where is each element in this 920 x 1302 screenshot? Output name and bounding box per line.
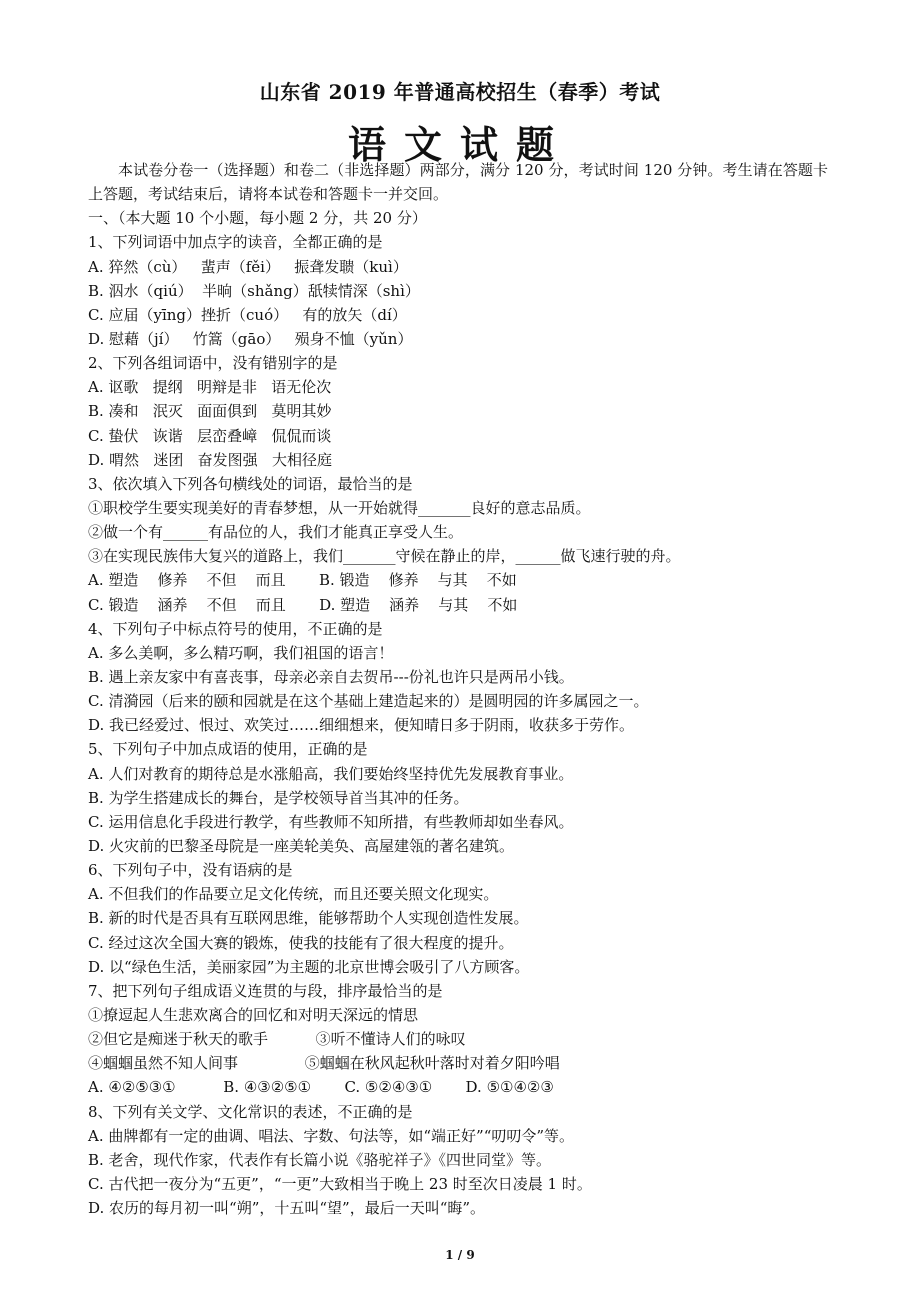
text-line: A. 曲牌都有一定的曲调、唱法、字数、句法等，如“端正好”“叨叨令”等。 [88, 1126, 575, 1145]
text-line: 4、下列句子中标点符号的使用，不正确的是 [88, 619, 383, 638]
text-line: ①撩逗起人生悲欢离合的回忆和对明天深远的情思 [88, 1005, 419, 1024]
text-line: ②做一个有______有品位的人，我们才能真正享受人生。 [88, 523, 464, 542]
exam-instructions: 本试卷分卷一（选择题）和卷二（非选择题）两部分，满分 120 分，考试时间 120 分钟。考生请在答题卡上答题，考试结束后，请将本试卷和答题卡一并交回。 [88, 161, 828, 204]
text-line: A. 猝然（cù） 蜚声（fěi） 振聋发聩（kuì） [88, 257, 408, 276]
text-line: D. 火灾前的巴黎圣母院是一座美轮美奂、高屋建瓴的著名建筑。 [88, 836, 515, 855]
text-line: D. 喟然 迷团 奋发图强 大相径庭 [88, 450, 332, 469]
text-line: A. ④②⑤③① B. ④③②⑤① C. ⑤②④③① D. ⑤①④②③ [88, 1078, 554, 1097]
exam-title: 山东省 2019 年普通高校招生（春季）考试 [259, 80, 661, 104]
text-line: 8、下列有关文学、文化常识的表述，不正确的是 [88, 1102, 413, 1121]
text-line: ③在实现民族伟大复兴的道路上，我们_______守候在静止的岸，______做飞速行驶的舟。 [88, 547, 681, 566]
text-line: C. 锻造 涵养 不但 而且 D. 塑造 涵养 与其 不如 [88, 595, 518, 614]
text-line: C. 蛰伏 诙谐 层峦叠嶂 侃侃而谈 [88, 426, 332, 445]
text-line: A. 多么美啊，多么精巧啊，我们祖国的语言！ [88, 643, 394, 662]
text-line: 1、下列词语中加点字的读音，全都正确的是 [88, 233, 383, 252]
text-line: A. 塑造 修养 不但 而且 B. 锻造 修养 与其 不如 [88, 571, 517, 590]
text-line: A. 人们对教育的期待总是水涨船高，我们要始终坚持优先发展教育事业。 [88, 764, 574, 783]
text-line: D. 慰藉（jí） 竹篙（gāo） 殒身不恤（yǔn） [88, 330, 413, 349]
question-list [88, 206, 828, 1220]
page-number: 1 / 9 [445, 1248, 475, 1262]
exam-subject-title: 语文试题 [347, 122, 572, 167]
text-line: 7、把下列句子组成语义连贯的与段，排序最恰当的是 [88, 981, 443, 1000]
text-line: C. 清漪园（后来的颐和园就是在这个基础上建造起来的）是圆明园的许多属园之一。 [88, 692, 649, 711]
text-line: B. 遇上亲友家中有喜丧事，母亲必亲自去贺吊---份礼也许只是两吊小钱。 [88, 667, 574, 686]
text-line: A. 不但我们的作品要立足文化传统，而且还要关照文化现实。 [88, 885, 499, 904]
text-line: B. 老舍，现代作家，代表作有长篇小说《骆驼祥子》《四世同堂》等。 [88, 1150, 552, 1169]
text-line: 3、依次填入下列各句横线处的词语，最恰当的是 [88, 474, 413, 493]
text-line: D. 农历的每月初一叫“朔”，十五叫“望”，最后一天叫“晦”。 [88, 1199, 486, 1218]
text-line: ④蝈蝈虽然不知人间事 ⑤蝈蝈在秋风起秋叶落时对着夕阳吟唱 [88, 1054, 560, 1073]
text-line: 一、（本大题 10 个小题，每小题 2 分，共 20 分） [88, 209, 427, 228]
text-line: 6、下列句子中，没有语病的是 [88, 861, 293, 880]
text-line: C. 古代把一夜分为“五更”，“一更”大致相当于晚上 23 时至次日凌晨 1 时。 [88, 1174, 592, 1193]
text-line: B. 凑和 泯灭 面面俱到 莫明其妙 [88, 402, 332, 421]
text-line: 5、下列句子中加点成语的使用，正确的是 [88, 740, 368, 759]
exam-body [88, 158, 828, 1220]
text-line: B. 泅水（qiú） 半晌（shǎng）舐犊情深（shì） [88, 281, 420, 300]
text-line: 2、下列各组词语中，没有错别字的是 [88, 354, 338, 373]
text-line: C. 经过这次全国大赛的锻炼，使我的技能有了很大程度的提升。 [88, 933, 514, 952]
text-line: B. 为学生搭建成长的舞台，是学校领导首当其冲的任务。 [88, 788, 469, 807]
text-line: C. 运用信息化手段进行教学，有些教师不知所措，有些教师却如坐春风。 [88, 812, 574, 831]
text-line: D. 以“绿色生活，美丽家园”为主题的北京世博会吸引了八方顾客。 [88, 957, 530, 976]
text-line: D. 我已经爱过、恨过、欢笑过……细细想来，便知晴日多于阴雨，收获多于劳作。 [88, 716, 635, 735]
text-line: ①职校学生要实现美好的青春梦想，从一开始就得_______良好的意志品质。 [88, 499, 591, 517]
text-line: B. 新的时代是否具有互联网思维，能够帮助个人实现创造性发展。 [88, 909, 529, 928]
text-line: C. 应届（yīng）挫折（cuó） 有的放矢（dí） [88, 305, 407, 324]
text-line: ②但它是痴迷于秋天的歌手 ③听不懂诗人们的咏叹 [88, 1030, 466, 1049]
text-line: A. 讴歌 提纲 明辩是非 语无伦次 [88, 378, 332, 397]
